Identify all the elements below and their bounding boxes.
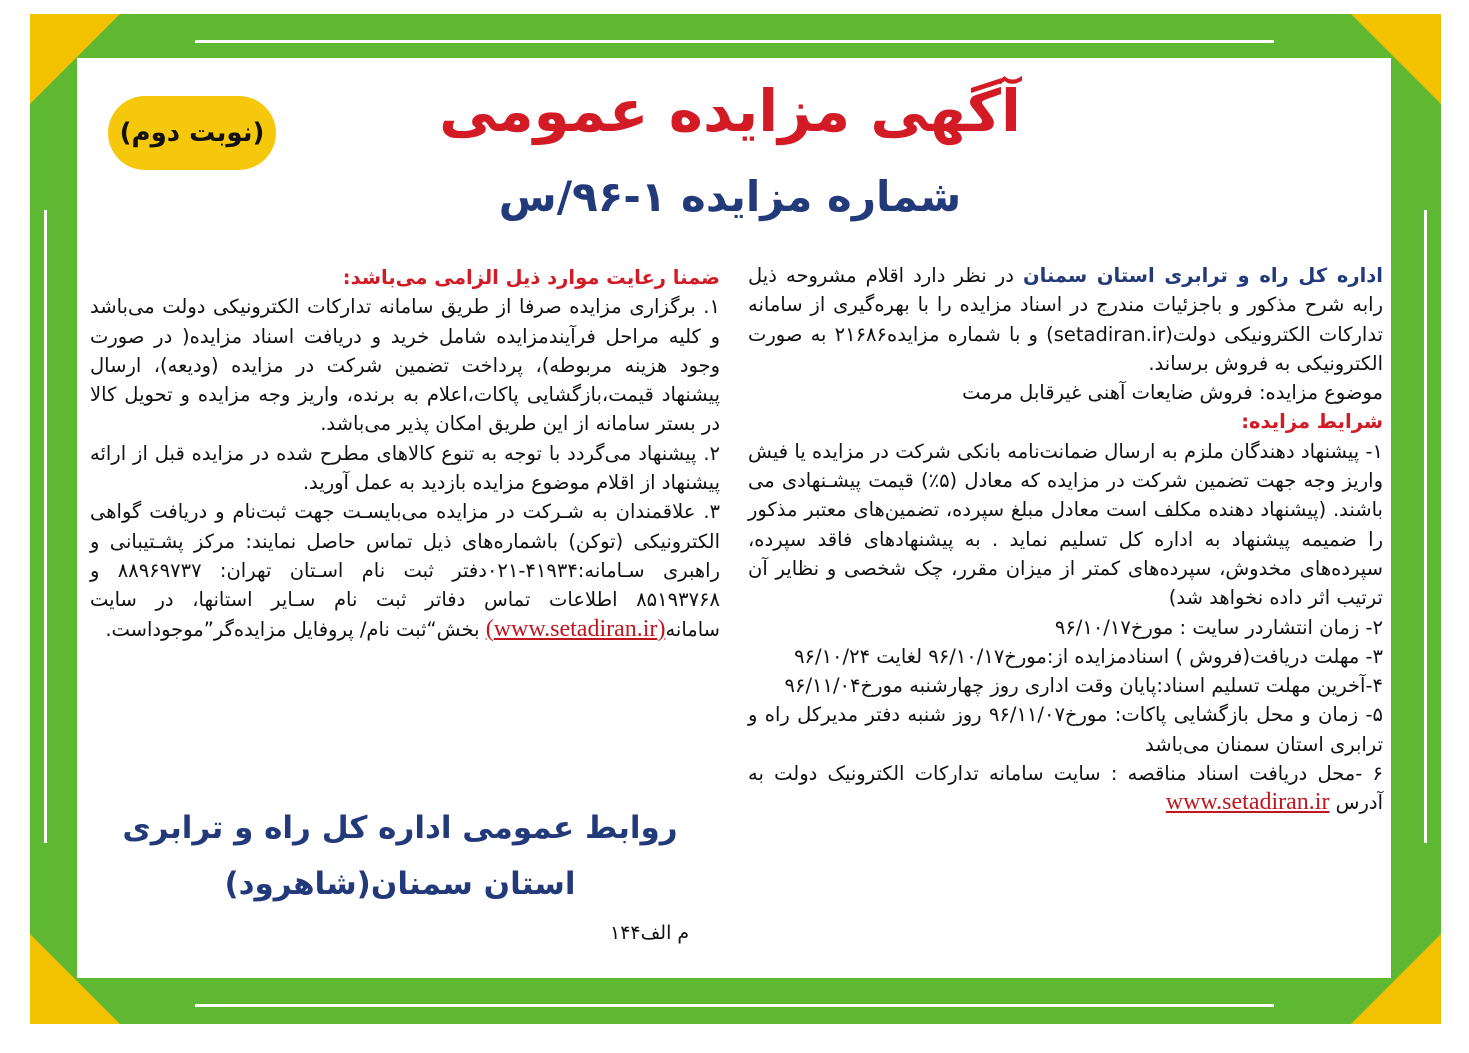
intro-text: در نظر دارد اقلام مشروحه ذیل رابه شرح مذکور و باجزئیات مندرج در اسناد مزایده را با بهره‌گیری از سامانه تدارکات الکترونیکی دولت(setadiran.ir) و با شماره مزایده۲۱۶۸۶ به صورت الکترونیکی به فروش برساند. xyxy=(748,264,1383,375)
right-column xyxy=(748,261,1383,818)
condition-item: ۲- زمان انتشاردر سایت : مورخ۹۶/۱۰/۱۷ xyxy=(1054,615,1383,639)
organization-name: اداره کل راه و ترابری استان سمنان xyxy=(1022,264,1383,287)
requirement-item xyxy=(90,497,720,643)
requirement-text: بخش“ثبت نام/ پروفایل مزایده‌گر”موجوداست. xyxy=(105,617,486,641)
signoff-line: استان سمنان(شاهرود) xyxy=(224,866,576,902)
left-column xyxy=(90,263,720,644)
requirements-heading: ضمنا رعایت موارد ذیل الزامی می‌باشد: xyxy=(342,266,720,289)
condition-text: ۶ -محل دریافت اسناد مناقصه : سایت سامانه تدارکات الکترونیک دولت به آدرس xyxy=(748,762,1383,815)
frame-stripe xyxy=(1424,210,1427,843)
requirement-item: ۲. پیشنهاد می‌گردد با توجه به تنوع کالاهای مطرح شده در مزایده قبل از ارائه پیشنهاد از اقلام موضوع مزایده بازدید به عمل آورید. xyxy=(90,441,720,495)
notice-code: م الف۱۴۴ xyxy=(610,922,690,944)
auction-subject: موضوع مزایده: فروش ضایعات آهنی غیرقابل مرمت xyxy=(962,381,1383,405)
frame-stripe xyxy=(195,1004,1274,1007)
condition-item: ۴-آخرین مهلت تسلیم اسناد:پایان وقت اداری روز چهارشنبه مورخ۹۶/۱۱/۰۴ xyxy=(784,674,1383,698)
setadiran-link[interactable]: (www.setadiran.ir) xyxy=(485,615,666,642)
intro-paragraph xyxy=(748,261,1383,378)
conditions-heading: شرایط مزایده: xyxy=(1241,410,1383,434)
frame-stripe xyxy=(195,40,1274,43)
frame-stripe xyxy=(44,210,47,843)
condition-item: ۳- مهلت دریافت(فروش ) اسنادمزایده از:مورخ۹۶/۱۰/۱۷ لغایت ۹۶/۱۰/۲۴ xyxy=(794,644,1383,668)
signoff-line: روابط عمومی اداره کل راه و ترابری xyxy=(122,810,678,846)
notice-title: آگهی مزایده عمومی xyxy=(439,77,1021,145)
requirement-item: ۱. برگزاری مزایده صرفا از طریق سامانه تدارکات الکترونیکی دولت می‌باشد و کلیه مراحل فرآیندمزایده شامل خرید و دریافت اسناد مزایده( در صورت وجود هزینه مربوطه)، پرداخت تضمین شرکت در مزایده (ودیعه)، ارسال پیشنهاد قیمت،بازگشایی پاکات،اعلام به برنده، واریز وجه مزایده و تحویل کالا در بستر سامانه از این طریق امکان پذیر می‌باشد. xyxy=(90,295,720,436)
requirement-text: ۳. علاقمندان به شـرکت در مزایده می‌بایسـت جهت ثبت‌نام و دریافت گواهی الکترونیکی (توکن) باشماره‌های ذیل تماس حاصل نمایند: مرکز پشـتیبانی و راهبری سـامانه:۴۱۹۳۴-۰۲۱دفتر ثبت نام اسـتان تهران: ۸۸۹۶۹۷۳۷ و ۸۵۱۹۳۷۶۸ اطلاعات تماس دفاتر ثبت نام سـایر استانها، در سایت سامانه xyxy=(90,500,720,641)
round-badge: (نوبت دوم) xyxy=(108,96,276,170)
auction-number: شماره مزایده ۱-۹۶/س xyxy=(498,172,962,221)
condition-item: ۱- پیشنهاد دهندگان ملزم به ارسال ضمانت‌نامه بانکی شرکت در مزایده یا فیش واریز وجه جهت تضمین شرکت در مزایده که معادل (۵٪) قیمت پیشـنهادی می باشند. (پیشنهاد دهنده مکلف است معادل مبلغ سپرده، تضمین‌های معتبر مذکور را ضمیمه پیشنهاد به اداره کل تسلیم نماید . به پیشنهادهای فاقد سپرده، سپرده‌های مخدوش، سپرده‌های کمتر از میزان مقرر، چک شخصی و نظایر آن ترتیب اثر داده نخواهد شد) xyxy=(748,439,1383,610)
condition-item: ۵- زمان و محل بازگشایی پاکات: مورخ۹۶/۱۱/۰۷ روز شنبه دفتر مدیرکل راه و ترابری استان سمنان می‌باشد xyxy=(748,703,1383,756)
signoff xyxy=(120,800,680,912)
setadiran-link[interactable]: www.setadiran.ir xyxy=(1165,789,1330,816)
condition-item xyxy=(748,759,1383,818)
